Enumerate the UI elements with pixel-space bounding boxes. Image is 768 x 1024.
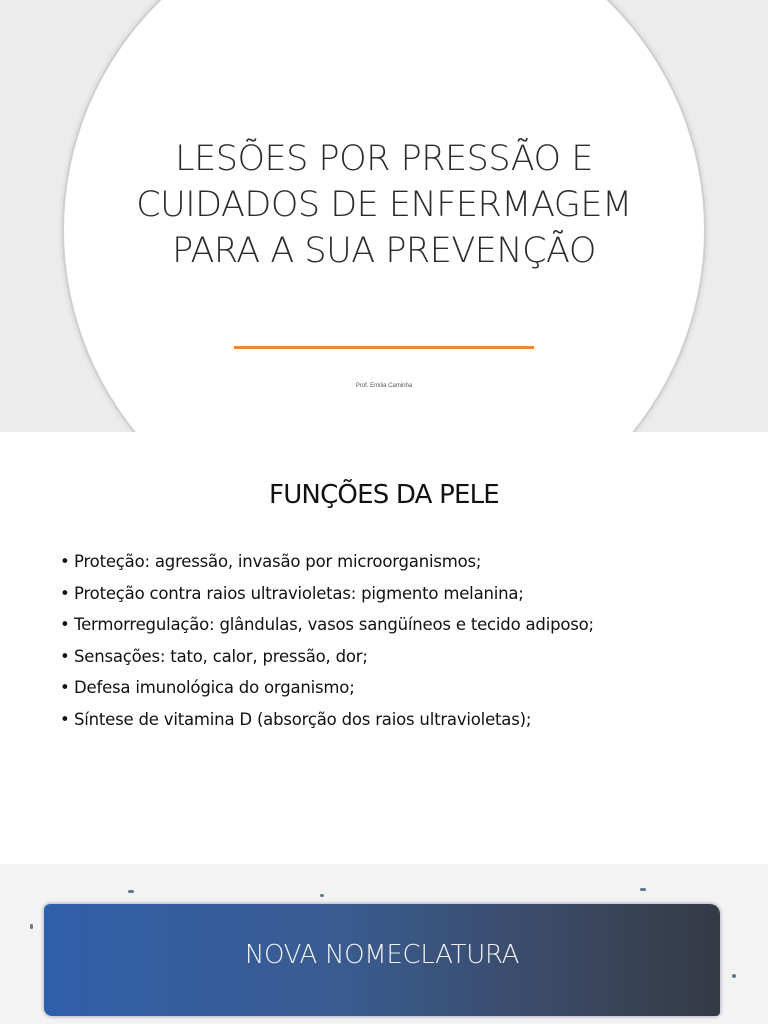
list-item-text: Defesa imunológica do organismo; [74,678,355,697]
title-accent-divider [234,346,534,349]
paint-speck [30,924,33,929]
bullet-icon: • [60,615,70,634]
list-item-text: Termorregulação: glândulas, vasos sangüíneos e tecido adiposo; [74,615,594,634]
slide-title [84,136,684,274]
list-item [60,672,740,704]
title-slide [0,0,768,432]
list-item-text: Sensações: tato, calor, pressão, dor; [74,646,368,666]
section-banner-slide [0,864,768,1024]
functions-list [60,546,740,735]
list-item-text: Proteção contra raios ultravioletas: pigmento melanina; [74,583,524,603]
list-item [60,641,740,673]
list-item [60,704,740,736]
paint-speck [640,888,646,891]
list-item [60,609,740,641]
bullet-icon: • [60,678,70,697]
bullet-icon: • [60,583,70,603]
bullet-icon: • [60,646,70,666]
list-item [60,578,740,610]
title-line-3: PARA A SUA PREVENÇÃO [172,231,596,271]
list-item-text: Síntese de vitamina D (absorção dos raios ultravioletas); [74,709,532,729]
bullet-icon: • [60,552,70,571]
title-line-1: LESÕES POR PRESSÃO E [175,139,593,179]
paint-speck [320,894,324,897]
paint-speck [128,890,134,893]
list-item-text: Proteção: agressão, invasão por microorganismos; [74,552,482,571]
bullet-icon: • [60,709,70,729]
skin-functions-slide [0,432,768,864]
author-credit: Prof. Emilia Caminha [355,383,413,389]
title-line-2: CUIDADOS DE ENFERMAGEM [136,185,632,225]
paint-speck [732,974,736,978]
banner-title: NOVA NOMECLATURA [244,940,520,970]
list-item [60,546,740,578]
slide-heading: FUNÇÕES DA PELE [269,480,499,510]
